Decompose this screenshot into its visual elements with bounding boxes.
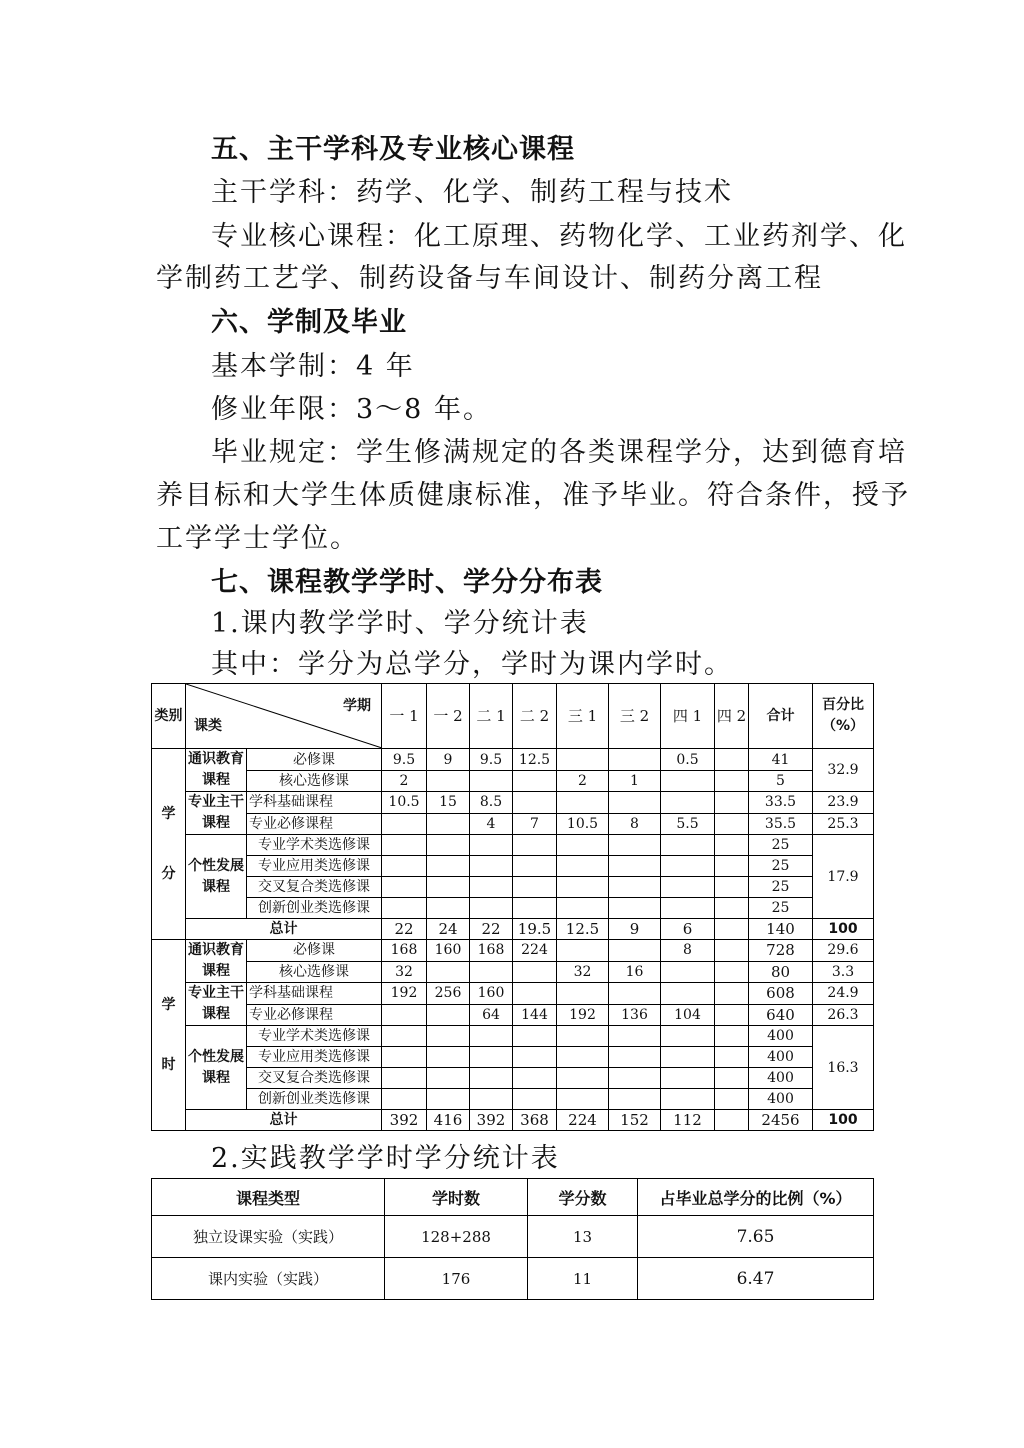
cell: 0.5 bbox=[661, 749, 715, 771]
cell: 136 bbox=[609, 1004, 661, 1026]
cell bbox=[609, 940, 661, 962]
course-applied: 专业应用类选修课 bbox=[247, 1047, 382, 1068]
cell bbox=[427, 856, 470, 877]
cell bbox=[557, 1068, 609, 1089]
cell bbox=[715, 835, 749, 856]
cell bbox=[715, 877, 749, 898]
course-basic: 学科基础课程 bbox=[247, 792, 382, 814]
cell bbox=[382, 1068, 427, 1089]
cell: 6 bbox=[661, 919, 715, 940]
cell bbox=[661, 792, 715, 814]
table-2-title: 2.实践教学学时学分统计表 bbox=[211, 1143, 560, 1174]
cell: 9 bbox=[609, 919, 661, 940]
cell: 1 bbox=[609, 771, 661, 792]
course-innovation: 创新创业类选修课 bbox=[247, 898, 382, 919]
cell bbox=[427, 961, 470, 983]
cell: 10.5 bbox=[557, 813, 609, 835]
cell bbox=[661, 877, 715, 898]
cell: 12.5 bbox=[513, 749, 557, 771]
cell bbox=[382, 1026, 427, 1047]
header-percent: 百分比（%） bbox=[813, 684, 874, 749]
group-major-hours: 专业主干课程 bbox=[186, 983, 247, 1026]
cell-ratio: 7.65 bbox=[638, 1216, 874, 1258]
cell-total: 140 bbox=[749, 919, 813, 940]
cell bbox=[715, 898, 749, 919]
table-1-note: 其中：学分为总学分，学时为课内学时。 bbox=[211, 649, 733, 680]
cell-credits: 13 bbox=[528, 1216, 638, 1258]
cell bbox=[382, 898, 427, 919]
cell bbox=[661, 1068, 715, 1089]
cell: 12.5 bbox=[557, 919, 609, 940]
cell: 22 bbox=[382, 919, 427, 940]
cell bbox=[661, 1026, 715, 1047]
table-row bbox=[152, 877, 874, 898]
table-row bbox=[152, 1089, 874, 1110]
cell bbox=[513, 856, 557, 877]
cell bbox=[427, 835, 470, 856]
cell bbox=[427, 1068, 470, 1089]
cell bbox=[609, 983, 661, 1005]
group-general-credit: 通识教育课程 bbox=[186, 749, 247, 792]
cell: 392 bbox=[470, 1110, 513, 1131]
cell bbox=[470, 1047, 513, 1068]
core-courses-text-1: 专业核心课程：化工原理、药物化学、工业药剂学、化 bbox=[211, 221, 907, 252]
cell: 168 bbox=[382, 940, 427, 962]
cell bbox=[427, 1089, 470, 1110]
course-required: 必修课 bbox=[247, 940, 382, 962]
cell bbox=[513, 1089, 557, 1110]
cell bbox=[715, 771, 749, 792]
cell bbox=[557, 940, 609, 962]
cell bbox=[557, 1047, 609, 1068]
cell bbox=[661, 771, 715, 792]
cell bbox=[382, 835, 427, 856]
cell bbox=[609, 877, 661, 898]
cell: 104 bbox=[661, 1004, 715, 1026]
cell bbox=[557, 1089, 609, 1110]
cell bbox=[513, 1026, 557, 1047]
cell bbox=[427, 813, 470, 835]
table-row bbox=[152, 983, 874, 1005]
course-academic: 专业学术类选修课 bbox=[247, 1026, 382, 1047]
course-major-required: 专业必修课程 bbox=[247, 813, 382, 835]
cell bbox=[470, 898, 513, 919]
cell bbox=[427, 1004, 470, 1026]
header-term-3: 二 1 bbox=[470, 684, 513, 749]
cell-credits: 11 bbox=[528, 1258, 638, 1300]
table-row bbox=[152, 856, 874, 877]
cell: 19.5 bbox=[513, 919, 557, 940]
header-term-5: 三 1 bbox=[557, 684, 609, 749]
cell bbox=[609, 1047, 661, 1068]
cell-percent: 100 bbox=[813, 919, 874, 940]
cell-total: 25 bbox=[749, 898, 813, 919]
cell bbox=[715, 1026, 749, 1047]
group-general-hours: 通识教育课程 bbox=[186, 940, 247, 983]
cell-total: 41 bbox=[749, 749, 813, 771]
cell bbox=[513, 983, 557, 1005]
cell: 9 bbox=[427, 749, 470, 771]
course-cross: 交叉复合类选修课 bbox=[247, 877, 382, 898]
cell-total: 35.5 bbox=[749, 813, 813, 835]
cell: 8 bbox=[661, 940, 715, 962]
header-hours: 学时数 bbox=[385, 1179, 528, 1216]
cell bbox=[609, 835, 661, 856]
cell-percent: 32.9 bbox=[813, 749, 874, 792]
cell bbox=[427, 771, 470, 792]
cell: 24 bbox=[427, 919, 470, 940]
cell: 9.5 bbox=[382, 749, 427, 771]
cell bbox=[661, 1047, 715, 1068]
category-hours: 学 时 bbox=[152, 940, 186, 1131]
cell bbox=[557, 792, 609, 814]
table-1-title: 1.课内教学学时、学分统计表 bbox=[211, 608, 589, 639]
cell bbox=[470, 877, 513, 898]
cell-percent: 16.3 bbox=[813, 1026, 874, 1110]
cell bbox=[609, 1068, 661, 1089]
cell-course-type: 课内实验（实践） bbox=[152, 1258, 385, 1300]
cell bbox=[513, 835, 557, 856]
cell bbox=[661, 856, 715, 877]
cell: 392 bbox=[382, 1110, 427, 1131]
cell bbox=[715, 1047, 749, 1068]
cell: 160 bbox=[470, 983, 513, 1005]
graduation-rules-text-2: 养目标和大学生体质健康标准，准予毕业。符合条件，授予 bbox=[156, 480, 910, 511]
cell bbox=[715, 749, 749, 771]
cell-total: 400 bbox=[749, 1089, 813, 1110]
cell bbox=[661, 1089, 715, 1110]
cell bbox=[715, 1089, 749, 1110]
header-term-6: 三 2 bbox=[609, 684, 661, 749]
cell bbox=[470, 835, 513, 856]
table-row bbox=[152, 813, 874, 835]
cell bbox=[382, 856, 427, 877]
cell-total: 25 bbox=[749, 835, 813, 856]
cell-percent: 23.9 bbox=[813, 792, 874, 814]
cell: 8 bbox=[609, 813, 661, 835]
cell-percent: 25.3 bbox=[813, 813, 874, 835]
cell: 152 bbox=[609, 1110, 661, 1131]
cell-total: 400 bbox=[749, 1068, 813, 1089]
cell bbox=[715, 813, 749, 835]
cell: 224 bbox=[557, 1110, 609, 1131]
table-row bbox=[152, 961, 874, 983]
cell: 2 bbox=[382, 771, 427, 792]
credit-hours-table bbox=[151, 683, 874, 1131]
table-row bbox=[152, 1258, 874, 1300]
table-row bbox=[152, 898, 874, 919]
cell-total: 400 bbox=[749, 1047, 813, 1068]
cell-ratio: 6.47 bbox=[638, 1258, 874, 1300]
credit-total-label: 总计 bbox=[186, 919, 382, 940]
cell-total: 608 bbox=[749, 983, 813, 1005]
cell bbox=[557, 1026, 609, 1047]
cell bbox=[557, 877, 609, 898]
cell-total: 640 bbox=[749, 1004, 813, 1026]
hours-total-label: 总计 bbox=[186, 1110, 382, 1131]
table-row bbox=[152, 1026, 874, 1047]
cell bbox=[427, 877, 470, 898]
table-row bbox=[152, 1004, 874, 1026]
table-row bbox=[152, 749, 874, 771]
cell: 416 bbox=[427, 1110, 470, 1131]
cell: 8.5 bbox=[470, 792, 513, 814]
cell bbox=[513, 898, 557, 919]
cell bbox=[470, 771, 513, 792]
cell bbox=[609, 792, 661, 814]
cell-total: 25 bbox=[749, 856, 813, 877]
table-row bbox=[152, 771, 874, 792]
table-row bbox=[152, 1047, 874, 1068]
cell bbox=[470, 961, 513, 983]
cell bbox=[715, 1110, 749, 1131]
cell: 192 bbox=[382, 983, 427, 1005]
cell-percent: 24.9 bbox=[813, 983, 874, 1005]
cell: 160 bbox=[427, 940, 470, 962]
header-term-1: 一 1 bbox=[382, 684, 427, 749]
cell: 64 bbox=[470, 1004, 513, 1026]
cell bbox=[715, 856, 749, 877]
cell bbox=[513, 1047, 557, 1068]
header-course-type: 课类 bbox=[194, 718, 222, 734]
cell: 16 bbox=[609, 961, 661, 983]
table-row bbox=[152, 1216, 874, 1258]
cell-total: 25 bbox=[749, 877, 813, 898]
cell bbox=[715, 983, 749, 1005]
practice-table bbox=[151, 1178, 874, 1300]
course-major-required: 专业必修课程 bbox=[247, 1004, 382, 1026]
cell bbox=[382, 1004, 427, 1026]
cell bbox=[715, 1068, 749, 1089]
cell bbox=[382, 813, 427, 835]
category-credit: 学 分 bbox=[152, 749, 186, 940]
cell bbox=[609, 1026, 661, 1047]
cell bbox=[715, 940, 749, 962]
cell bbox=[382, 1089, 427, 1110]
cell: 32 bbox=[557, 961, 609, 983]
cell-total: 400 bbox=[749, 1026, 813, 1047]
cell-percent: 29.6 bbox=[813, 940, 874, 962]
core-courses-text-2: 学制药工艺学、制药设备与车间设计、制药分离工程 bbox=[156, 263, 823, 294]
cell bbox=[715, 961, 749, 983]
header-term-2: 一 2 bbox=[427, 684, 470, 749]
cell bbox=[609, 1089, 661, 1110]
course-cross: 交叉复合类选修课 bbox=[247, 1068, 382, 1089]
graduation-rules-text-1: 毕业规定：学生修满规定的各类课程学分，达到德育培 bbox=[211, 437, 907, 468]
cell-total: 2456 bbox=[749, 1110, 813, 1131]
header-credits: 学分数 bbox=[528, 1179, 638, 1216]
cell bbox=[470, 1089, 513, 1110]
table-header-row bbox=[152, 684, 874, 749]
cell-hours: 128+288 bbox=[385, 1216, 528, 1258]
cell bbox=[661, 835, 715, 856]
cell bbox=[557, 835, 609, 856]
header-term: 学期 bbox=[343, 698, 371, 714]
cell-percent: 26.3 bbox=[813, 1004, 874, 1026]
cell-total: 728 bbox=[749, 940, 813, 962]
cell bbox=[661, 898, 715, 919]
cell bbox=[470, 856, 513, 877]
cell-percent: 100 bbox=[813, 1110, 874, 1131]
table-header-row bbox=[152, 1179, 874, 1216]
cell bbox=[382, 877, 427, 898]
study-years-text: 修业年限：3～8 年。 bbox=[211, 394, 492, 425]
course-innovation: 创新创业类选修课 bbox=[247, 1089, 382, 1110]
cell: 5.5 bbox=[661, 813, 715, 835]
cell bbox=[557, 898, 609, 919]
cell bbox=[513, 1068, 557, 1089]
cell: 32 bbox=[382, 961, 427, 983]
cell-total: 33.5 bbox=[749, 792, 813, 814]
table-row bbox=[152, 940, 874, 962]
header-total: 合计 bbox=[749, 684, 813, 749]
cell bbox=[513, 792, 557, 814]
cell bbox=[715, 919, 749, 940]
group-personal-hours: 个性发展课程 bbox=[186, 1026, 247, 1110]
cell: 112 bbox=[661, 1110, 715, 1131]
course-core-elective: 核心选修课 bbox=[247, 771, 382, 792]
cell-total: 5 bbox=[749, 771, 813, 792]
cell: 192 bbox=[557, 1004, 609, 1026]
cell bbox=[557, 856, 609, 877]
cell: 7 bbox=[513, 813, 557, 835]
cell-total: 80 bbox=[749, 961, 813, 983]
section-7-heading: 七、课程教学学时、学分分布表 bbox=[211, 567, 603, 598]
course-applied: 专业应用类选修课 bbox=[247, 856, 382, 877]
group-major-credit: 专业主干课程 bbox=[186, 792, 247, 835]
table-row-total bbox=[152, 919, 874, 940]
cell bbox=[715, 1004, 749, 1026]
header-term-4: 二 2 bbox=[513, 684, 557, 749]
cell: 15 bbox=[427, 792, 470, 814]
cell: 2 bbox=[557, 771, 609, 792]
cell bbox=[427, 898, 470, 919]
cell: 256 bbox=[427, 983, 470, 1005]
course-academic: 专业学术类选修课 bbox=[247, 835, 382, 856]
cell-percent: 17.9 bbox=[813, 835, 874, 919]
table-row bbox=[152, 835, 874, 856]
header-course-type: 课程类型 bbox=[152, 1179, 385, 1216]
main-subjects-text: 主干学科：药学、化学、制药工程与技术 bbox=[211, 177, 733, 208]
cell bbox=[609, 856, 661, 877]
cell: 168 bbox=[470, 940, 513, 962]
cell: 10.5 bbox=[382, 792, 427, 814]
header-ratio: 占毕业总学分的比例（%） bbox=[638, 1179, 874, 1216]
cell bbox=[470, 1026, 513, 1047]
cell bbox=[427, 1047, 470, 1068]
section-6-heading: 六、学制及毕业 bbox=[211, 307, 407, 338]
cell bbox=[557, 749, 609, 771]
cell: 4 bbox=[470, 813, 513, 835]
cell bbox=[609, 898, 661, 919]
cell: 368 bbox=[513, 1110, 557, 1131]
cell bbox=[557, 983, 609, 1005]
course-basic: 学科基础课程 bbox=[247, 983, 382, 1005]
cell bbox=[661, 961, 715, 983]
basic-duration-text: 基本学制：4 年 bbox=[211, 351, 415, 382]
table-row-total bbox=[152, 1110, 874, 1131]
header-category: 类别 bbox=[152, 684, 186, 749]
cell-hours: 176 bbox=[385, 1258, 528, 1300]
table-row bbox=[152, 1068, 874, 1089]
cell bbox=[609, 749, 661, 771]
cell: 224 bbox=[513, 940, 557, 962]
cell-course-type: 独立设课实验（实践） bbox=[152, 1216, 385, 1258]
course-core-elective: 核心选修课 bbox=[247, 961, 382, 983]
graduation-rules-text-3: 工学学士学位。 bbox=[156, 523, 359, 554]
cell bbox=[715, 792, 749, 814]
cell bbox=[427, 1026, 470, 1047]
cell bbox=[661, 983, 715, 1005]
cell bbox=[513, 771, 557, 792]
header-term-7: 四 1 bbox=[661, 684, 715, 749]
cell: 9.5 bbox=[470, 749, 513, 771]
cell bbox=[513, 877, 557, 898]
table-row bbox=[152, 792, 874, 814]
cell: 22 bbox=[470, 919, 513, 940]
header-diagonal-cell bbox=[186, 684, 382, 749]
cell-percent: 3.3 bbox=[813, 961, 874, 983]
cell: 144 bbox=[513, 1004, 557, 1026]
section-5-heading: 五、主干学科及专业核心课程 bbox=[211, 134, 575, 165]
header-term-8: 四 2 bbox=[715, 684, 749, 749]
course-required: 必修课 bbox=[247, 749, 382, 771]
group-personal-credit: 个性发展课程 bbox=[186, 835, 247, 919]
cell bbox=[382, 1047, 427, 1068]
cell bbox=[470, 1068, 513, 1089]
cell bbox=[513, 961, 557, 983]
